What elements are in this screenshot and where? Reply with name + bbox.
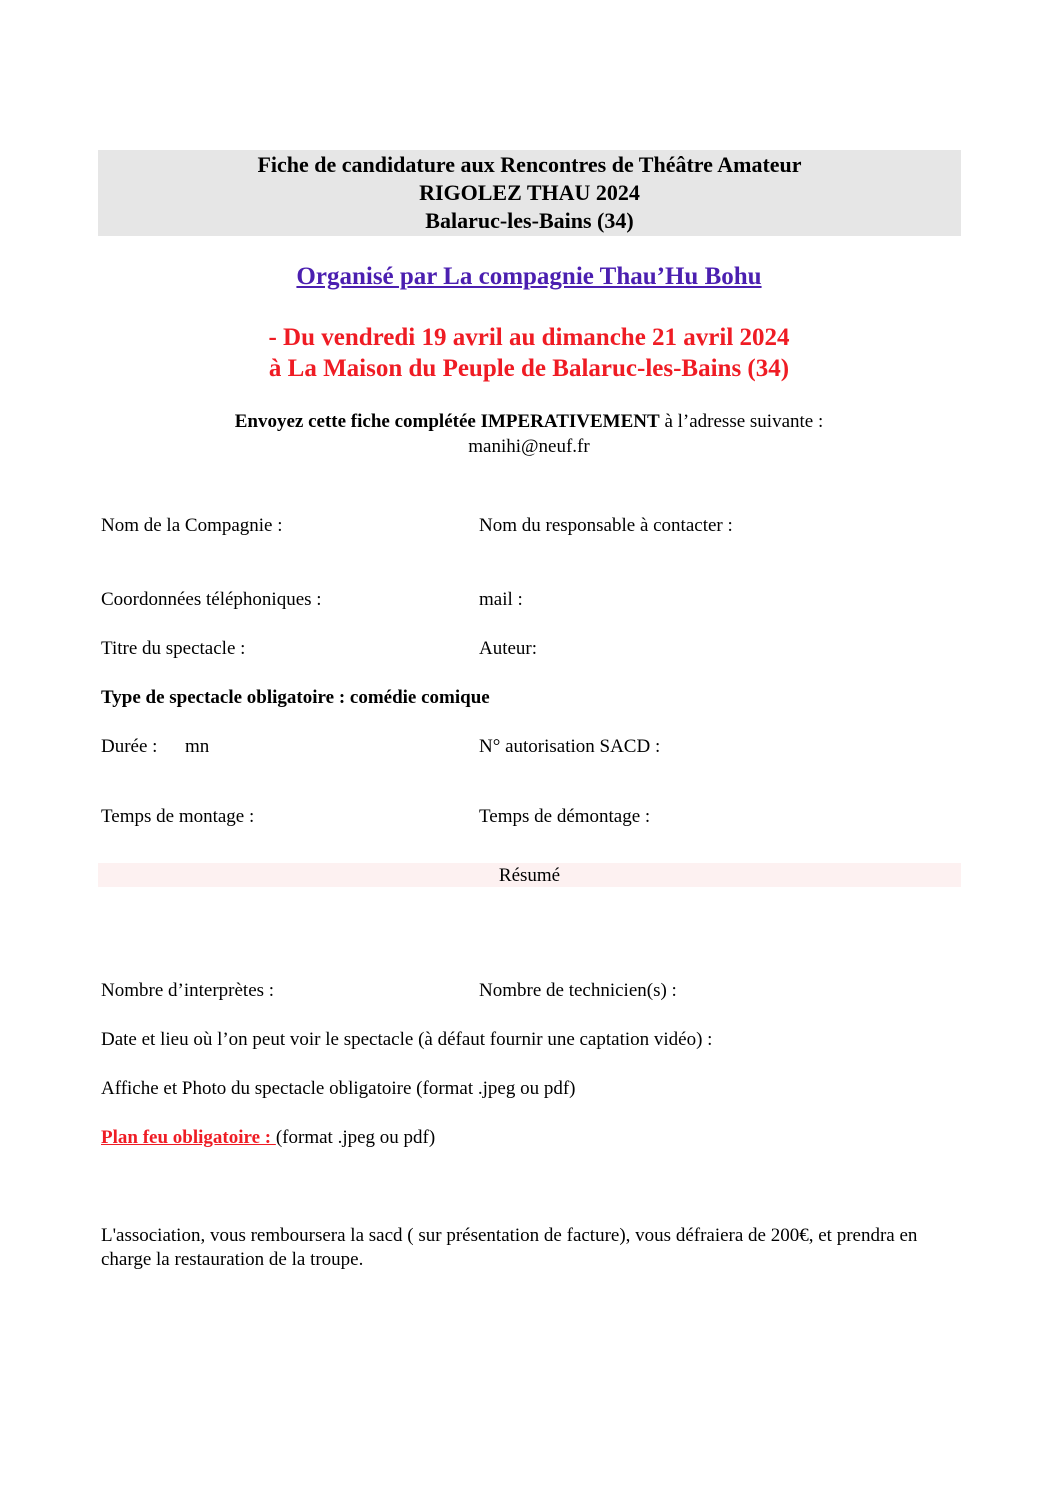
light-plan-format: (format .jpeg ou pdf) xyxy=(275,1127,436,1148)
send-instructions-line xyxy=(0,409,1058,434)
contact-email: manihi@neuf.fr xyxy=(468,436,590,457)
author-label: Auteur: xyxy=(479,638,538,659)
date-place-label: Date et lieu où l’on peut voir le spectacle (à défaut fournir une captation vidéo) : xyxy=(101,1029,713,1050)
phone-label: Coordonnées téléphoniques : xyxy=(101,589,322,610)
technicians-label: Nombre de technicien(s) : xyxy=(479,980,677,1001)
form-header xyxy=(98,150,961,236)
mail-label: mail : xyxy=(479,589,523,610)
light-plan-label: Plan feu obligatoire : xyxy=(101,1127,276,1148)
event-name: RIGOLEZ THAU 2024 xyxy=(419,180,640,205)
duration-unit: mn xyxy=(185,736,210,757)
setup-time-label: Temps de montage : xyxy=(101,806,255,827)
reimbursement-paragraph: L'association, vous remboursera la sacd ( sur présentation de facture), vous défraiera de 200€, et prendra en charge la restauration de la troupe. xyxy=(101,1225,918,1270)
poster-label: Affiche et Photo du spectacle obligatoire (format .jpeg ou pdf) xyxy=(101,1078,576,1099)
company-name-label: Nom de la Compagnie : xyxy=(101,515,283,536)
duration-label: Durée : xyxy=(101,736,158,757)
light-plan-line xyxy=(101,1126,435,1150)
sacd-label: N° autorisation SACD : xyxy=(479,736,661,757)
event-dates xyxy=(0,322,1058,384)
event-location: Balaruc-les-Bains (34) xyxy=(425,208,634,233)
send-instructions-emphasis: Envoyez cette fiche complétée IMPERATIVEMENT xyxy=(234,411,660,432)
performers-label: Nombre d’interprètes : xyxy=(101,980,275,1001)
summary-heading: Résumé xyxy=(98,863,961,887)
send-instructions xyxy=(0,409,1058,459)
form-title: Fiche de candidature aux Rencontres de Théâtre Amateur xyxy=(257,152,802,177)
event-venue-line: à La Maison du Peuple de Balaruc-les-Bains (34) xyxy=(268,355,790,382)
organizer-line: Organisé par La compagnie Thau’Hu Bohu xyxy=(296,263,762,290)
show-type-label: Type de spectacle obligatoire : comédie comique xyxy=(101,687,490,708)
event-dates-line: - Du vendredi 19 avril au dimanche 21 avril 2024 xyxy=(268,324,790,351)
show-title-label: Titre du spectacle : xyxy=(101,638,246,659)
contact-name-label: Nom du responsable à contacter : xyxy=(479,515,733,536)
send-instructions-rest: à l’adresse suivante : xyxy=(659,411,824,432)
teardown-time-label: Temps de démontage : xyxy=(479,806,651,827)
